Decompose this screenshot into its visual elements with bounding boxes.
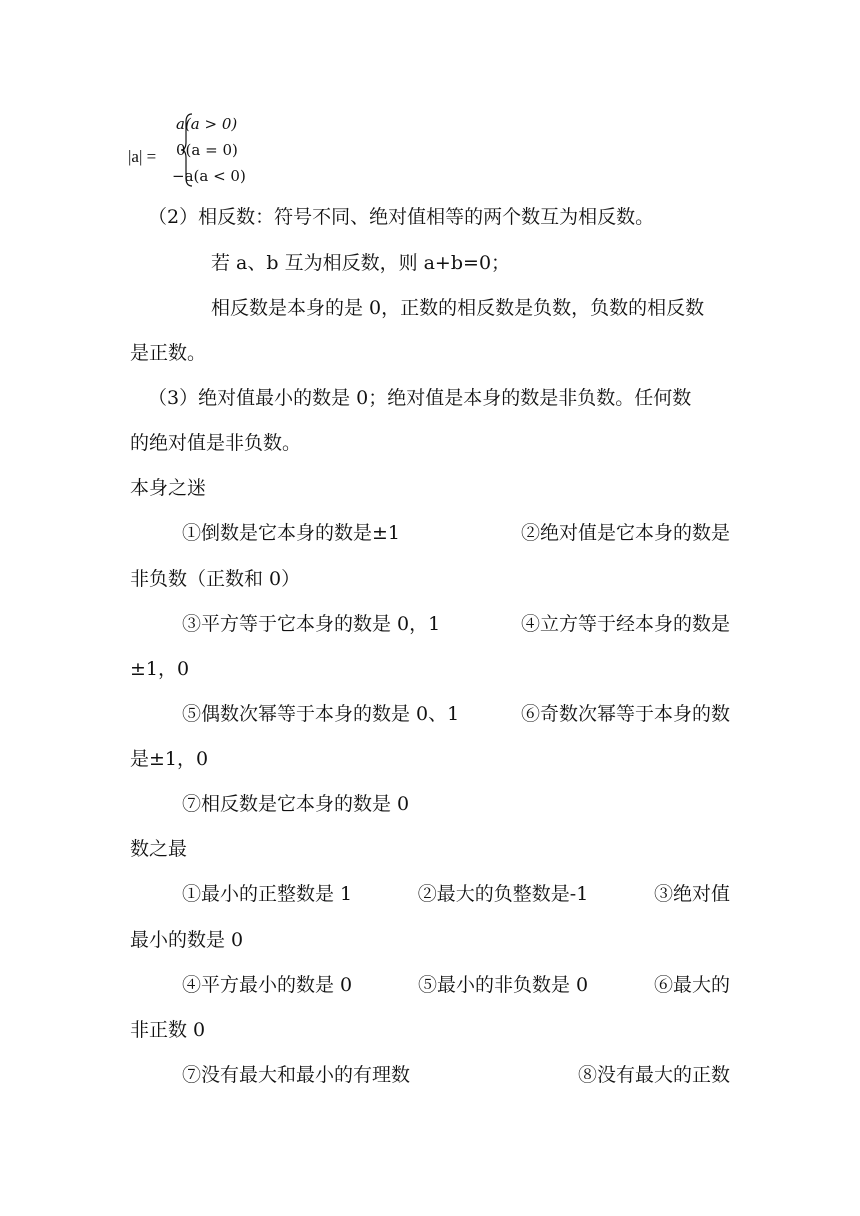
self-mystery-title: 本身之迷: [130, 477, 207, 499]
self-mystery-item3c: 是±1，0: [130, 748, 209, 770]
extremes-item6-cont: 非正数 0: [130, 1019, 206, 1041]
section2-line1: 若 a、b 互为相反数，则 a+b=0；: [211, 252, 511, 274]
section2-heading: （2）相反数：符号不同、绝对值相等的两个数互为相反数。: [148, 206, 655, 228]
extremes-row3: [182, 1063, 730, 1087]
self-mystery-item2c: ±1，0: [130, 658, 190, 680]
formula-case-negative: −a(a < 0): [172, 167, 246, 185]
extremes-item1: ①最小的正整数是 1: [182, 883, 353, 905]
extremes-item2: ②最大的负整数是-1: [417, 883, 589, 905]
self-mystery-item3a: ⑤偶数次幂等于本身的数是 0、1: [182, 703, 460, 725]
extremes-item8: ⑧没有最大的正数: [577, 1064, 730, 1086]
self-mystery-item3b: ⑥奇数次幂等于本身的数: [520, 703, 730, 725]
self-mystery-item4: ⑦相反数是它本身的数是 0: [182, 793, 410, 815]
self-mystery-row1: [182, 521, 730, 545]
self-mystery-row2: [182, 612, 730, 636]
extremes-item7: ⑦没有最大和最小的有理数: [182, 1064, 411, 1086]
section2-line2: 相反数是本身的是 0，正数的相反数是负数，负数的相反数: [211, 297, 705, 319]
formula-lhs: |a| =: [128, 147, 157, 166]
self-mystery-item1a: ①倒数是它本身的数是±1: [182, 522, 401, 544]
extremes-item3: ③绝对值: [653, 883, 730, 905]
self-mystery-item2b: ④立方等于经本身的数是: [520, 613, 730, 635]
formula-case-positive: a(a > 0): [176, 115, 238, 133]
section2-line3: 是正数。: [130, 342, 207, 364]
section3-line2: 的绝对值是非负数。: [130, 432, 302, 454]
self-mystery-item1b: ②绝对值是它本身的数是: [520, 522, 730, 544]
self-mystery-item1c: 非负数（正数和 0）: [130, 568, 301, 590]
extremes-row1: [182, 882, 730, 906]
self-mystery-item2a: ③平方等于它本身的数是 0，1: [182, 613, 441, 635]
extremes-item5: ⑤最小的非负数是 0: [417, 974, 589, 996]
self-mystery-row3: [182, 702, 730, 726]
extremes-item4: ④平方最小的数是 0: [182, 974, 353, 996]
extremes-row2: [182, 973, 730, 997]
extremes-item3-cont: 最小的数是 0: [130, 929, 244, 951]
extremes-title: 数之最: [130, 838, 188, 860]
section3-line1: （3）绝对值最小的数是 0；绝对值是本身的数是非负数。任何数: [148, 387, 692, 409]
extremes-item6: ⑥最大的: [653, 974, 730, 996]
formula-case-zero: 0(a = 0): [176, 141, 238, 159]
